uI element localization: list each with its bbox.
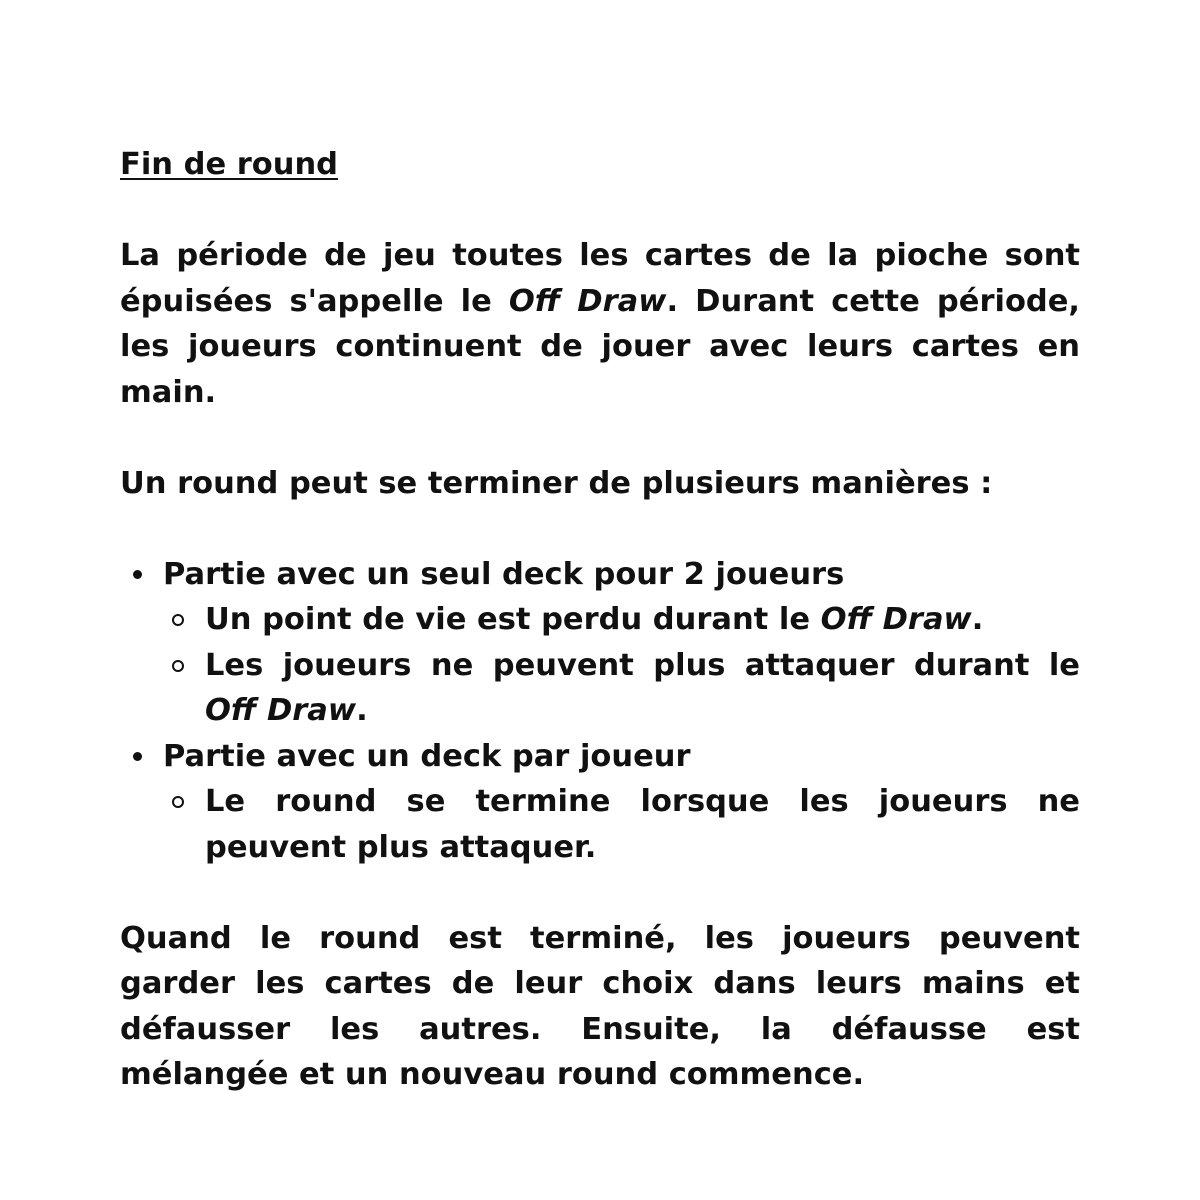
term-off-draw: Off Draw: [820, 602, 972, 637]
sub-item-text: Le round se termine lorsque les joueurs ne peuvent plus attaquer.: [205, 784, 1080, 865]
spacer: [120, 506, 1080, 552]
sub-list-item: [163, 643, 1080, 734]
round-end-list: [120, 552, 1080, 871]
term-off-draw: Off Draw: [508, 283, 667, 319]
spacer: [120, 188, 1080, 234]
paragraph-text: La période de jeu toutes les cartes de la pioche sont épuisées s'appelle le: [120, 238, 1080, 319]
paragraph-text: . Durant cette période, les joueurs continuent de jouer avec leurs cartes en main.: [120, 283, 1080, 410]
paragraph-round-finished: Quand le round est terminé, les joueurs peuvent garder les cartes de leur choix dans leurs mains et défausser les autres. Ensuite, la défausse est mélangée et un nouveau round commence.: [120, 920, 1080, 1092]
term-off-draw: Off Draw: [205, 693, 357, 728]
sub-list: [163, 779, 1080, 870]
sub-list: [163, 597, 1080, 734]
spacer: [120, 870, 1080, 916]
sub-list-item: [163, 597, 1080, 643]
bullet-disc-icon: [133, 752, 142, 761]
list-item: [120, 734, 1080, 871]
paragraph-round-end-intro: Un round peut se terminer de plusieurs manières :: [120, 465, 993, 501]
sub-item-text: Les joueurs ne peuvent plus attaquer durant le: [205, 647, 1080, 683]
bullet-disc-icon: [133, 570, 142, 579]
paragraph-off-draw: [120, 233, 1080, 415]
sub-item-text: Un point de vie est perdu durant le: [205, 602, 821, 637]
spacer: [120, 415, 1080, 461]
list-item-label: Partie avec un deck par joueur: [163, 738, 691, 774]
section-title: Fin de round: [120, 147, 339, 182]
bullet-circle-icon: [172, 614, 184, 626]
document-page: [120, 142, 1080, 1098]
bullet-circle-icon: [172, 796, 184, 808]
sub-item-text: .: [971, 602, 984, 637]
bullet-circle-icon: [172, 660, 184, 672]
sub-list-item: [163, 779, 1080, 870]
list-item: [120, 552, 1080, 734]
sub-item-text: .: [356, 693, 368, 728]
list-item-label: Partie avec un seul deck pour 2 joueurs: [163, 556, 845, 592]
